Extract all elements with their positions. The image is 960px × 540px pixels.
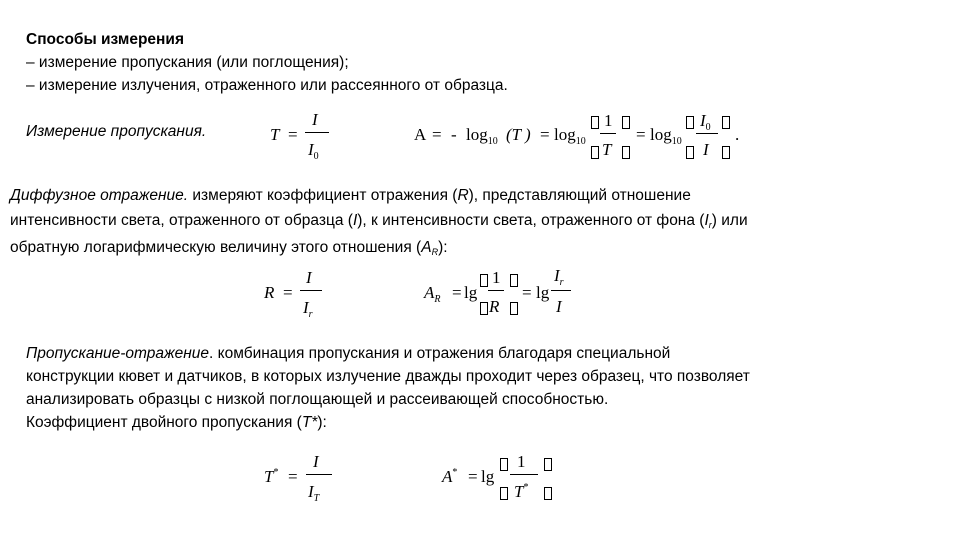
equals-sign: = <box>288 467 298 486</box>
lg-term-2: lg <box>536 283 550 302</box>
equals-sign: = <box>283 283 293 302</box>
diffuse-line-3: обратную логарифмическую величину этого отношения (AR): <box>10 239 448 257</box>
diffuse-line-2: интенсивности света, отраженного от образца (I), к интенсивности света, отраженного от фона (Ir) или <box>10 212 748 230</box>
transflect-line-3: анализировать образцы с низкой поглощающей и рассеивающей способностью. <box>26 391 609 408</box>
period: . <box>735 125 740 144</box>
denominator-T: T <box>602 140 612 159</box>
fraction-bar <box>306 474 332 475</box>
symbol-T-star: T* <box>264 467 279 486</box>
numerator-1: 1 <box>517 452 526 471</box>
method-line-2: – измерение излучения, отраженного или рассеянного от образца. <box>26 77 508 94</box>
denominator-T-star: T* <box>514 482 529 501</box>
symbol-AR: $A_R$ <box>424 283 441 305</box>
log-term-2: $\log_{10}$ <box>554 125 586 147</box>
transflect-line-4: Коэффициент двойного пропускания (T*): <box>26 414 327 431</box>
log-term-3: $\log_{10}$ <box>650 125 682 147</box>
fraction-bar <box>510 474 538 475</box>
fraction-bar <box>300 290 322 291</box>
bracket-glyph <box>686 116 694 129</box>
fraction-bar <box>488 290 504 291</box>
symbol-A: A <box>414 125 427 144</box>
numerator-Ir: $I_r$ <box>554 266 564 288</box>
numerator-I0: $I_0$ <box>700 111 711 133</box>
equals-sign: = <box>288 125 298 144</box>
method-line-1: – измерение пропускания (или поглощения); <box>26 54 349 71</box>
equals-sign: = <box>468 467 478 486</box>
transflect-line-1: Пропускание-отражение. комбинация пропускания и отражения благодаря специальной <box>26 345 671 362</box>
bracket-glyph <box>722 116 730 129</box>
bracket-glyph <box>480 274 488 287</box>
equals-sign: = <box>522 283 532 302</box>
bracket-glyph <box>480 302 488 315</box>
bracket-glyph <box>591 116 599 129</box>
numerator-1: 1 <box>604 111 613 130</box>
numerator-I: I <box>313 452 319 471</box>
symbol-A-star: A* <box>442 467 458 486</box>
symbol-R: R <box>264 283 275 302</box>
minus-sign: - <box>451 125 457 144</box>
bracket-glyph <box>544 458 552 471</box>
bracket-glyph <box>500 458 508 471</box>
bracket-glyph <box>591 146 599 159</box>
bracket-glyph <box>622 146 630 159</box>
bracket-glyph <box>544 487 552 500</box>
numerator-1: 1 <box>492 268 501 287</box>
numerator-I: I <box>312 110 318 129</box>
denominator-IT: $I_T$ <box>308 482 320 504</box>
denominator-I: I <box>556 297 562 316</box>
lg-term-1: lg <box>464 283 478 302</box>
symbol-T: T <box>270 125 280 144</box>
denominator-I: I <box>703 140 709 159</box>
bracket-glyph <box>686 146 694 159</box>
fraction-bar <box>551 290 571 291</box>
equals-sign: = <box>636 125 646 144</box>
bracket-glyph <box>622 116 630 129</box>
equals-sign: = <box>452 283 462 302</box>
denominator-I0: $I_0$ <box>308 140 319 162</box>
log-argument-T: (T ) <box>506 125 531 144</box>
numerator-I: I <box>306 268 312 287</box>
fraction-bar <box>305 132 329 133</box>
section-heading: Способы измерения <box>26 31 184 48</box>
fraction-bar <box>696 133 718 134</box>
denominator-Ir: $I_r$ <box>303 298 313 320</box>
bracket-glyph <box>500 487 508 500</box>
lg-term: lg <box>481 467 495 486</box>
bracket-glyph <box>510 274 518 287</box>
denominator-R: R <box>489 297 500 316</box>
diffuse-line-1: Диффузное отражение. измеряют коэффициент отражения (R), представляющий отношение <box>10 187 691 204</box>
fraction-bar <box>600 133 616 134</box>
log-term-1: $\log_{10}$ <box>466 125 498 147</box>
equals-sign: = <box>432 125 442 144</box>
transflect-line-2: конструкции кювет и датчиков, в которых излучение дважды проходит через образец, что позволяет <box>26 368 750 385</box>
transmission-label: Измерение пропускания. <box>26 123 207 140</box>
bracket-glyph <box>510 302 518 315</box>
bracket-glyph <box>722 146 730 159</box>
equals-sign: = <box>540 125 550 144</box>
